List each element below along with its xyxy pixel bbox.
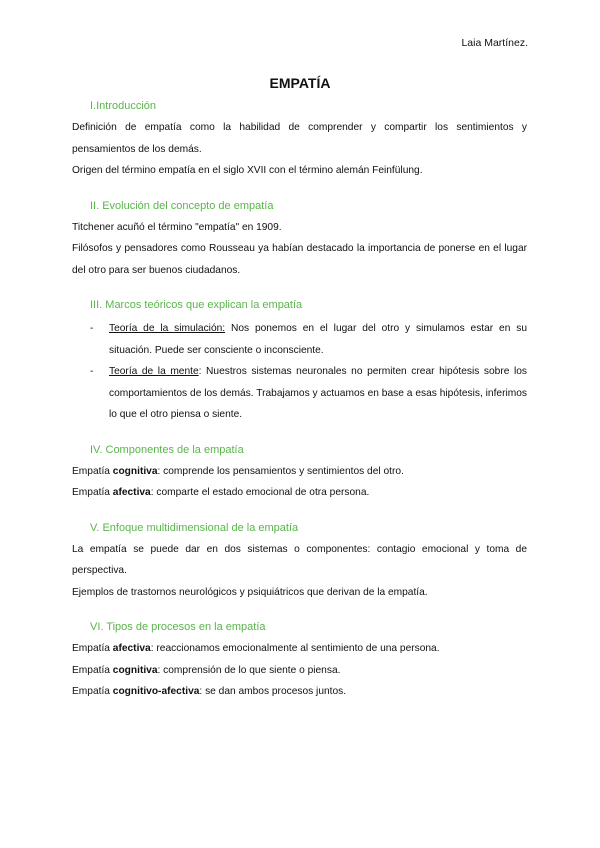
section-heading-enfoque: V. Enfoque multidimensional de la empatía bbox=[90, 521, 299, 534]
list-item-text: Nos ponemos en el lugar del otro y simulamos estar en su situación. Puede ser consciente o inconsciente. bbox=[109, 323, 527, 356]
document-title: EMPATÍA bbox=[269, 75, 331, 91]
paragraph: Ejemplos de trastornos neurológicos y psiquiátricos que derivan de la empatía. bbox=[72, 586, 428, 598]
paragraph: Filósofos y pensadores como Rousseau ya habían destacado la importancia de ponerse en el lugar del otro para ser buenos ciudadanos. bbox=[72, 243, 527, 276]
text-line bbox=[72, 681, 527, 703]
line-suffix: : comprende los pensamientos y sentimientos del otro. bbox=[157, 465, 404, 477]
author-name: Laia Martínez. bbox=[461, 37, 528, 49]
line-suffix: : comprensión de lo que siente o piensa. bbox=[157, 664, 341, 676]
line-bold-term: afectiva bbox=[112, 487, 151, 498]
text-line bbox=[72, 638, 527, 660]
bullet-dash: - bbox=[90, 323, 94, 334]
section-heading-introduccion: I.Introducción bbox=[90, 100, 157, 112]
text-line bbox=[72, 461, 527, 483]
line-suffix: : comparte el estado emocional de otra persona. bbox=[150, 487, 370, 498]
paragraph: Titchener acuñó el término "empatía" en 1909. bbox=[72, 221, 282, 233]
document-body bbox=[72, 96, 527, 703]
line-prefix: Empatía bbox=[72, 487, 113, 498]
list-item-term: Teoría de la simulación: bbox=[109, 323, 226, 334]
line-prefix: Empatía bbox=[72, 465, 113, 477]
paragraph: Definición de empatía como la habilidad de comprender y compartir los sentimientos y pensamientos de los demás. bbox=[72, 122, 527, 155]
line-prefix: Empatía bbox=[72, 686, 113, 697]
paragraph: La empatía se puede dar en dos sistemas o componentes: contagio emocional y toma de perspectiva. bbox=[72, 543, 527, 576]
line-bold-term: afectiva bbox=[112, 643, 151, 654]
list-item bbox=[72, 361, 527, 426]
bullet-dash: - bbox=[90, 366, 94, 377]
line-bold-term: cognitiva bbox=[112, 664, 158, 676]
paragraph: Origen del término empatía en el siglo XVII con el término alemán Feinfülung. bbox=[72, 165, 423, 176]
line-bold-term: cognitivo-afectiva bbox=[112, 686, 200, 697]
section-heading-evolucion: II. Evolución del concepto de empatía bbox=[90, 199, 274, 212]
line-prefix: Empatía bbox=[72, 643, 113, 654]
line-bold-term: cognitiva bbox=[112, 465, 158, 477]
section-heading-marcos: III. Marcos teóricos que explican la empatía bbox=[90, 299, 303, 311]
line-suffix: : se dan ambos procesos juntos. bbox=[199, 686, 347, 697]
section-heading-componentes: IV. Componentes de la empatía bbox=[90, 443, 244, 456]
text-line bbox=[72, 660, 527, 682]
text-line bbox=[72, 482, 527, 504]
section-heading-tipos: VI. Tipos de procesos en la empatía bbox=[90, 621, 266, 633]
list-item bbox=[72, 318, 527, 361]
list-item-text: : Nuestros sistemas neuronales no permiten crear hipótesis sobre los comportamientos de los demás. Trabajamos y actuamos en base a esas hipótesis, inferimos lo que el otro piensa o siente. bbox=[109, 366, 527, 420]
line-suffix: : reaccionamos emocionalmente al sentimiento de una persona. bbox=[150, 643, 440, 654]
line-prefix: Empatía bbox=[72, 664, 113, 676]
list-item-term: Teoría de la mente bbox=[109, 366, 199, 377]
